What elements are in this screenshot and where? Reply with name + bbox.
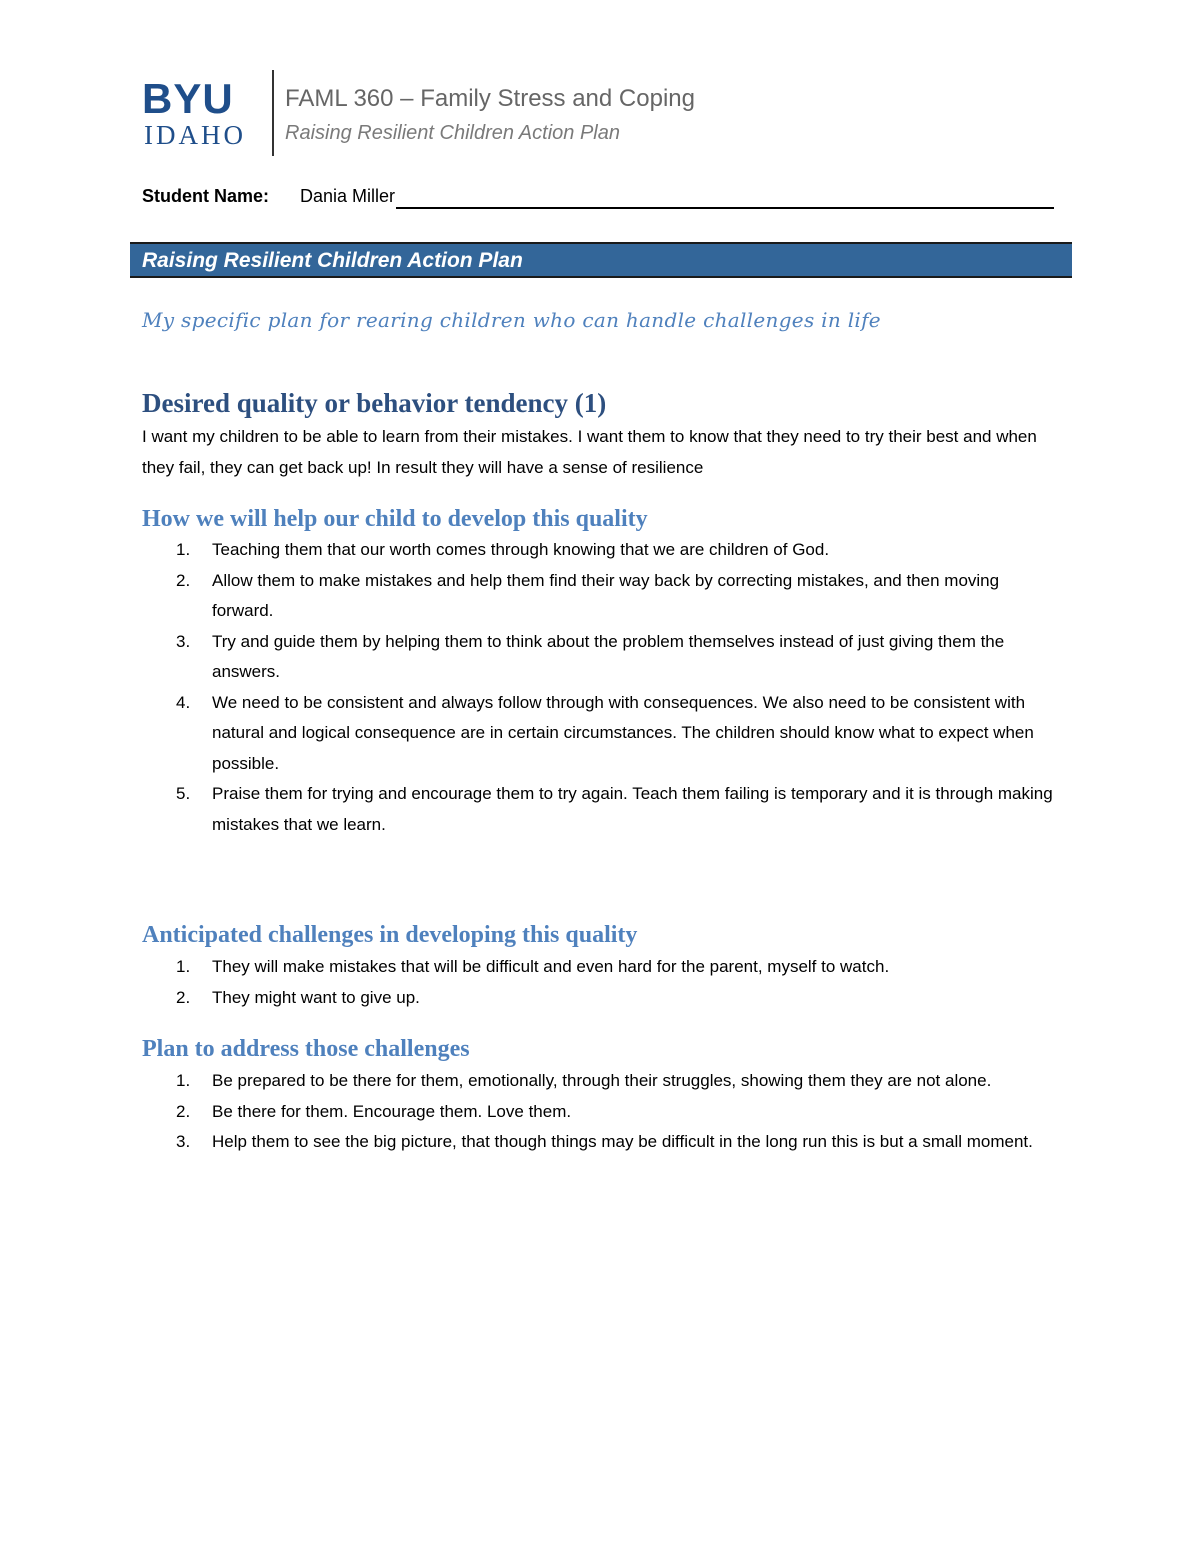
list-text: Try and guide them by helping them to think about the problem themselves instead of just giving them the answers. xyxy=(212,631,1005,681)
list-item xyxy=(142,952,1057,983)
list-item xyxy=(142,627,1057,688)
list-text: Praise them for trying and encourage them to try again. Teach them failing is temporary and it is through making mistakes that we learn. xyxy=(212,784,1053,834)
list-number: 2. xyxy=(176,987,191,1007)
logo-idaho-text: IDAHO xyxy=(144,120,246,150)
list-text: We need to be consistent and always follow through with consequences. We also need to be consistent with natural and logical consequence are in certain circumstances. The children should know what to expect when possible. xyxy=(212,692,1034,773)
list-text: They might want to give up. xyxy=(212,987,420,1007)
student-name-label: Student Name: xyxy=(142,186,270,206)
help-list xyxy=(142,535,1057,840)
list-number: 2. xyxy=(176,1101,191,1121)
byu-idaho-logo xyxy=(142,75,258,150)
list-item xyxy=(142,779,1057,840)
heading-plan-address: Plan to address those challenges xyxy=(142,1036,470,1062)
list-number: 1. xyxy=(176,957,191,976)
list-number: 1. xyxy=(176,540,191,559)
list-number: 5. xyxy=(176,784,191,803)
list-item xyxy=(142,535,1057,566)
list-text: Teaching them that our worth comes through knowing that we are children of God. xyxy=(212,540,830,559)
list-number: 4. xyxy=(176,692,191,712)
desired-quality-text: I want my children to be able to learn from their mistakes. I want them to know that they need to try their best and when they fail, they can get back up! In result they will have a sense of resilience xyxy=(142,427,1037,477)
list-item xyxy=(142,983,1057,1014)
challenges-list xyxy=(142,952,1057,1013)
plan-subtitle: My specific plan for rearing children who can handle challenges in life xyxy=(142,308,881,332)
student-name-underline xyxy=(396,207,1054,209)
list-item xyxy=(142,1127,1057,1158)
course-title: FAML 360 – Family Stress and Coping xyxy=(285,85,695,112)
title-banner xyxy=(130,242,1072,278)
course-subtitle: Raising Resilient Children Action Plan xyxy=(285,122,620,144)
list-number: 2. xyxy=(176,570,191,590)
plan-list xyxy=(142,1066,1057,1158)
header-divider xyxy=(272,70,274,156)
student-name-row xyxy=(142,184,1054,210)
list-text: They will make mistakes that will be difficult and even hard for the parent, myself to watch. xyxy=(212,957,890,976)
logo-byu-text: BYU xyxy=(142,75,234,122)
list-item xyxy=(142,688,1057,780)
heading-desired-quality: Desired quality or behavior tendency (1) xyxy=(142,388,607,418)
list-text: Be prepared to be there for them, emotionally, through their struggles, showing them they are not alone. xyxy=(212,1071,992,1090)
list-text: Allow them to make mistakes and help them find their way back by correcting mistakes, and then moving forward. xyxy=(212,570,1000,620)
list-text: Help them to see the big picture, that though things may be difficult in the long run this is but a small moment. xyxy=(212,1132,1033,1151)
list-item xyxy=(142,1066,1057,1097)
student-name-value: Dania Miller xyxy=(300,186,396,206)
list-item xyxy=(142,1097,1057,1128)
list-number: 3. xyxy=(176,1132,191,1151)
list-number: 3. xyxy=(176,631,191,651)
heading-how-we-help: How we will help our child to develop this quality xyxy=(142,506,648,532)
banner-title: Raising Resilient Children Action Plan xyxy=(142,249,523,272)
list-item xyxy=(142,566,1057,627)
heading-anticipated-challenges: Anticipated challenges in developing this quality xyxy=(142,922,638,948)
list-text: Be there for them. Encourage them. Love them. xyxy=(212,1101,572,1121)
list-number: 1. xyxy=(176,1071,191,1090)
